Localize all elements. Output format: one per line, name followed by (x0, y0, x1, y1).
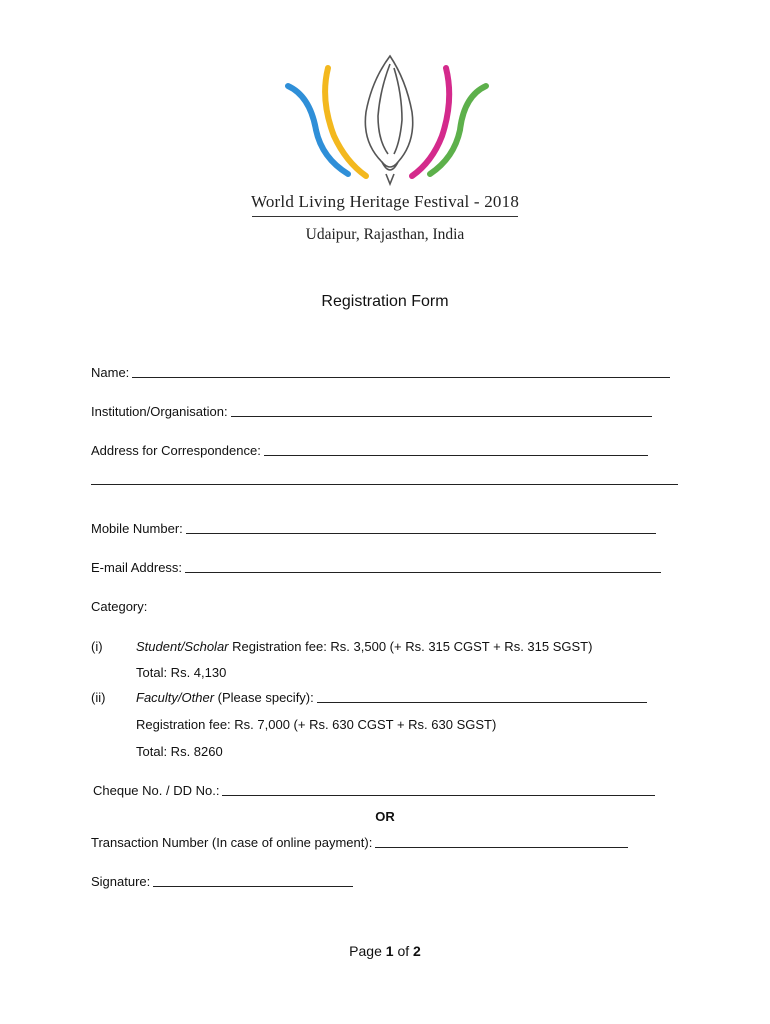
category-1-total: Total: Rs. 4,130 (136, 665, 227, 680)
category-1-fee: Registration fee: Rs. 3,500 (+ Rs. 315 CGST + Rs. 315 SGST) (232, 639, 593, 654)
institution-field[interactable] (231, 415, 652, 417)
transaction-label: Transaction Number (In case of online payment): (91, 835, 373, 850)
category-label: Category: (91, 599, 148, 614)
festival-title: World Living Heritage Festival - 2018 (250, 192, 520, 211)
address-label: Address for Correspondence: (91, 443, 261, 458)
category-row (91, 599, 147, 614)
page-total: 2 (413, 943, 421, 959)
name-row (91, 365, 670, 380)
cheque-label: Cheque No. / DD No.: (93, 783, 220, 798)
address-row-2 (91, 482, 678, 484)
category-2-number: (ii) (91, 690, 106, 705)
or-separator: OR (375, 809, 395, 824)
page-prefix: Page (349, 943, 382, 959)
institution-label: Institution/Organisation: (91, 404, 228, 419)
category-2-specify: (Please specify): (217, 690, 314, 705)
signature-row (91, 874, 353, 889)
category-2-specify-field[interactable] (317, 701, 647, 703)
institution-row (91, 404, 652, 419)
mobile-label: Mobile Number: (91, 521, 183, 536)
transaction-row (91, 835, 628, 850)
mobile-field[interactable] (186, 532, 656, 534)
name-field[interactable] (132, 376, 670, 378)
email-field[interactable] (185, 571, 661, 573)
transaction-field[interactable] (375, 846, 628, 848)
page-number (300, 943, 470, 959)
green-petal (430, 86, 486, 174)
form-title: Registration Form (321, 293, 449, 310)
category-2-fee: Registration fee: Rs. 7,000 (+ Rs. 630 CGST + Rs. 630 SGST) (136, 717, 497, 732)
category-1-fee-line (136, 639, 592, 654)
mobile-row (91, 521, 656, 536)
conch-shell-icon (365, 56, 412, 184)
festival-location: Udaipur, Rajasthan, India (305, 226, 465, 243)
cheque-row (93, 783, 655, 798)
email-label: E-mail Address: (91, 560, 183, 575)
page-of: of (397, 943, 410, 959)
page-current: 1 (385, 943, 394, 959)
blue-petal (288, 86, 348, 174)
title-divider (252, 216, 518, 217)
category-1-number: (i) (91, 639, 103, 654)
festival-logo (270, 50, 510, 190)
email-row (91, 560, 661, 575)
address-field[interactable] (264, 454, 648, 456)
category-2-specify-line (136, 690, 647, 705)
address-row (91, 443, 648, 458)
category-2-total: Total: Rs. 8260 (136, 744, 223, 759)
name-label: Name: (91, 365, 130, 380)
signature-label: Signature: (91, 874, 151, 889)
cheque-field[interactable] (222, 794, 655, 796)
category-1-type: Student/Scholar (136, 639, 229, 654)
address-field-line-2[interactable] (91, 483, 678, 485)
signature-field[interactable] (153, 885, 353, 887)
category-2-type: Faculty/Other (136, 690, 215, 705)
